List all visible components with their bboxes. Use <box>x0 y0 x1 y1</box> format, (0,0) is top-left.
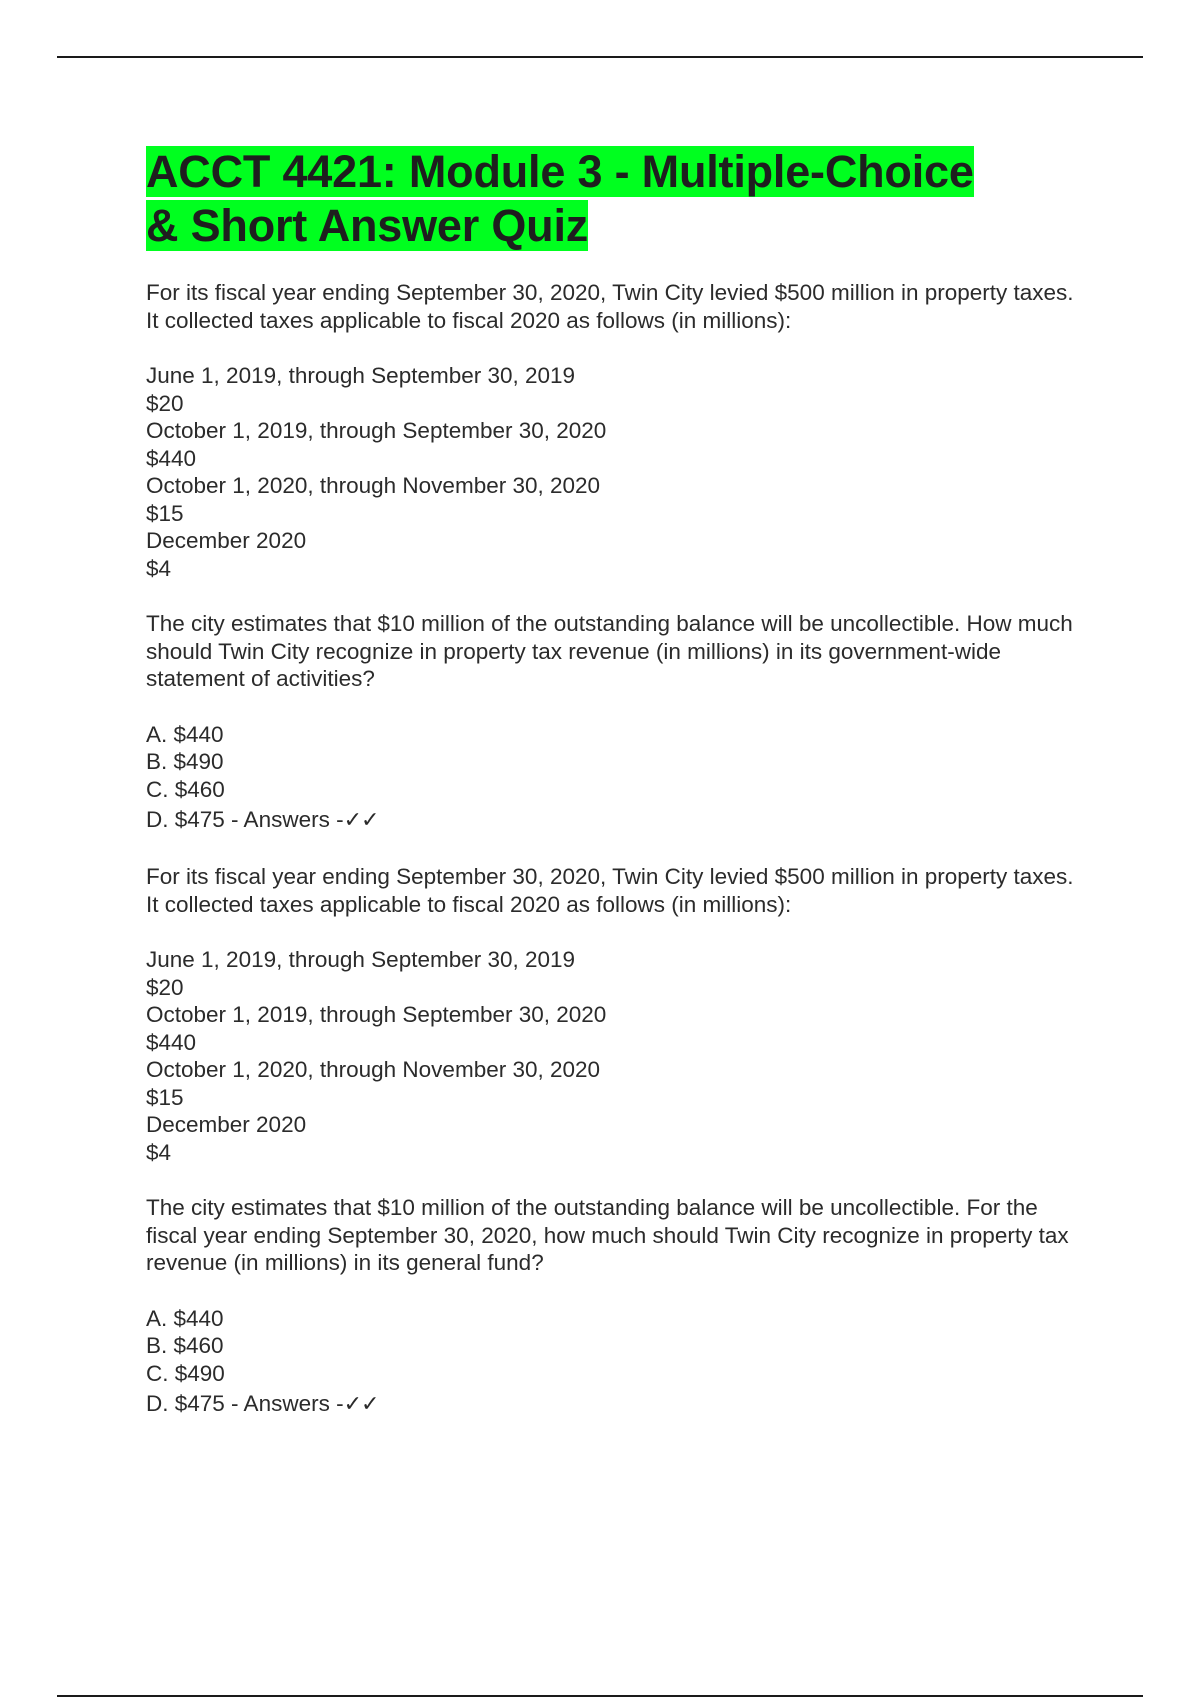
option-a: A. $440 <box>146 1305 224 1331</box>
schedule-amount: $440 <box>146 1029 197 1055</box>
answer-options <box>146 1305 1091 1422</box>
schedule-amount: $15 <box>146 500 184 526</box>
checkmark-icon: ✓✓ <box>343 808 379 833</box>
option-c: C. $460 <box>146 776 225 802</box>
option-c: C. $490 <box>146 1360 225 1386</box>
schedule-period: October 1, 2019, through September 30, 2020 <box>146 418 607 443</box>
collection-schedule <box>146 946 1091 1166</box>
question-intro: For its fiscal year ending September 30, 2020, Twin City levied $500 million in property taxes. It collected taxes applicable to fiscal 2020 as follows (in millions): <box>146 864 1074 917</box>
option-d-answer <box>146 1387 1091 1421</box>
title-line-2: & Short Answer Quiz <box>146 200 589 251</box>
schedule-amount: $15 <box>146 1084 184 1110</box>
question-prompt: The city estimates that $10 million of the outstanding balance will be uncollectible. For the fiscal year ending September 30, 2020, how much should Twin City recognize in property tax revenue (in millions) in its general fund? <box>146 1195 1069 1275</box>
schedule-period: October 1, 2020, through November 30, 2020 <box>146 473 601 498</box>
schedule-period: October 1, 2019, through September 30, 2020 <box>146 1002 607 1027</box>
answer-options <box>146 721 1091 838</box>
schedule-amount: $440 <box>146 445 197 471</box>
checkmark-icon: ✓✓ <box>343 1392 379 1417</box>
question-intro: For its fiscal year ending September 30, 2020, Twin City levied $500 million in property taxes. It collected taxes applicable to fiscal 2020 as follows (in millions): <box>146 280 1074 333</box>
question-2 <box>146 863 1091 1421</box>
schedule-period: October 1, 2020, through November 30, 2020 <box>146 1057 601 1082</box>
schedule-period: December 2020 <box>146 528 307 553</box>
schedule-period: December 2020 <box>146 1112 307 1137</box>
option-a: A. $440 <box>146 721 224 747</box>
collection-schedule <box>146 362 1091 582</box>
document-title <box>146 145 1091 253</box>
schedule-amount: $4 <box>146 555 172 581</box>
option-d-answer <box>146 803 1091 837</box>
schedule-amount: $20 <box>146 390 184 416</box>
schedule-period: June 1, 2019, through September 30, 2019 <box>146 363 576 388</box>
question-1 <box>146 279 1091 837</box>
top-rule <box>57 56 1143 58</box>
option-b: B. $490 <box>146 749 224 774</box>
schedule-period: June 1, 2019, through September 30, 2019 <box>146 947 576 972</box>
title-line-1: ACCT 4421: Module 3 - Multiple-Choice <box>146 146 974 197</box>
document-body <box>146 145 1091 1421</box>
option-b: B. $460 <box>146 1333 224 1358</box>
answer-text: D. $475 - Answers - <box>146 1391 344 1416</box>
question-prompt: The city estimates that $10 million of the outstanding balance will be uncollectible. How much should Twin City recognize in property tax revenue (in millions) in its government-wide statement of activities? <box>146 611 1073 691</box>
answer-text: D. $475 - Answers - <box>146 807 344 832</box>
schedule-amount: $4 <box>146 1139 172 1165</box>
bottom-rule <box>57 1695 1143 1697</box>
schedule-amount: $20 <box>146 974 184 1000</box>
